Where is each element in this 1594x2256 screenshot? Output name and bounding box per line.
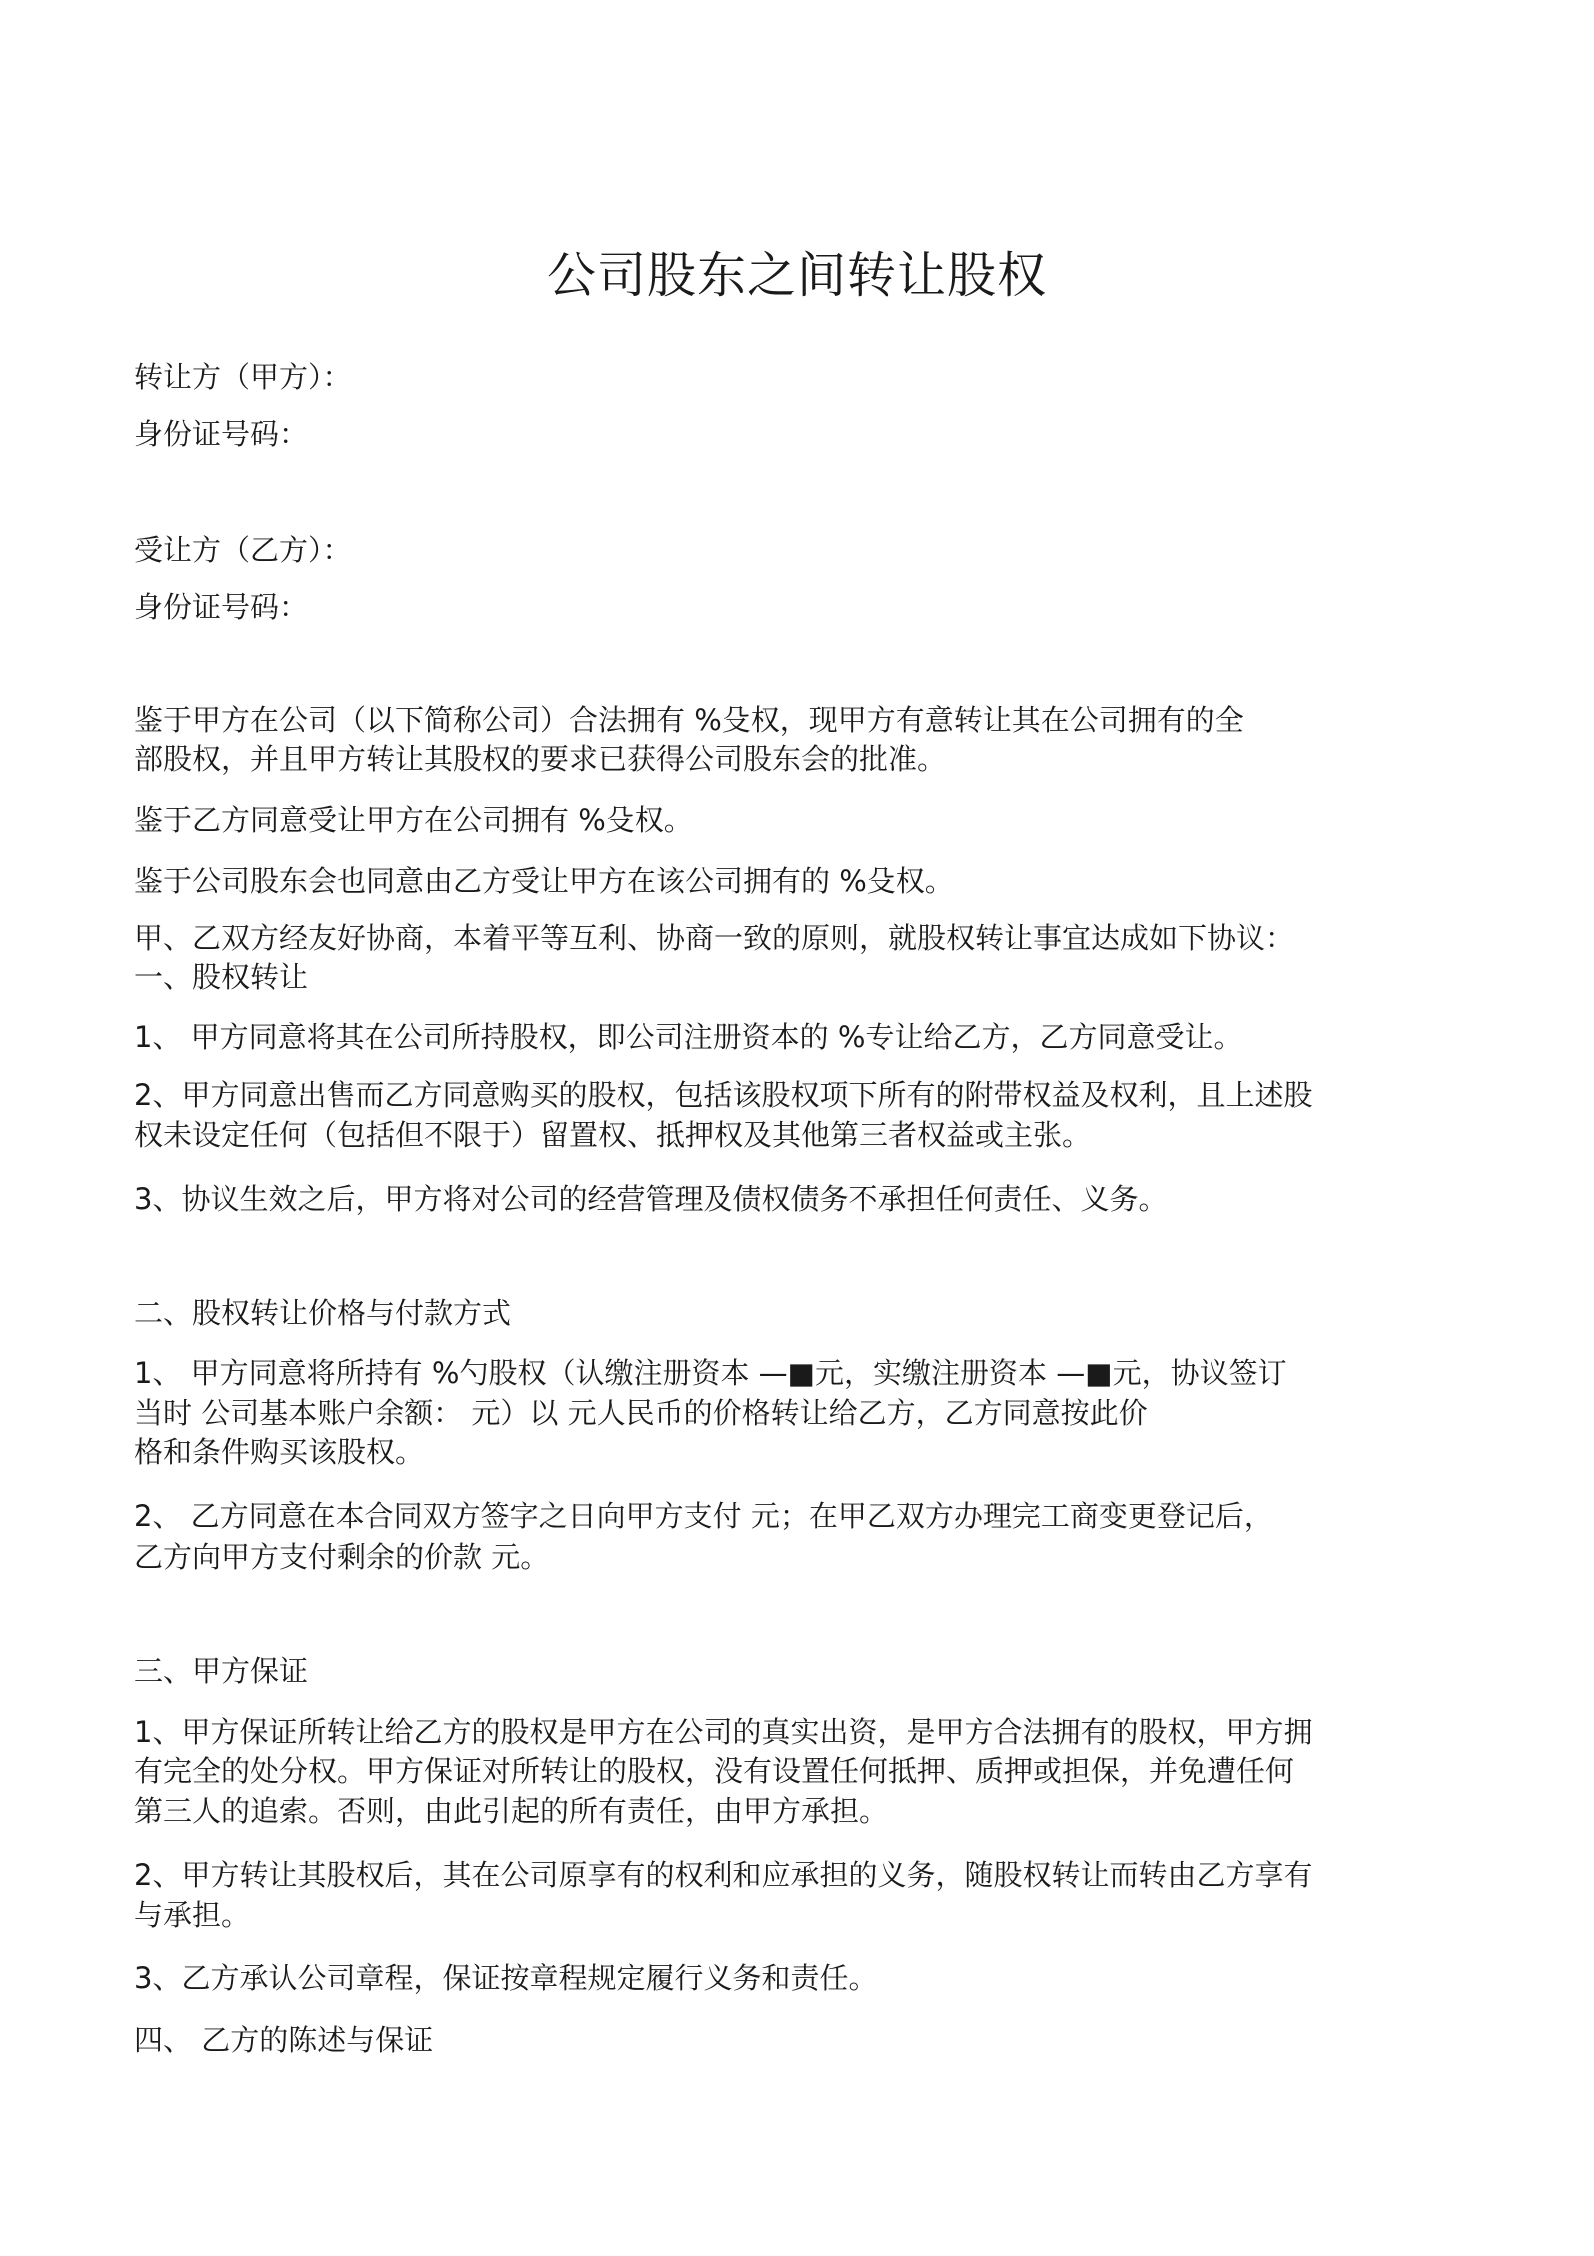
section-1-item-2-line-1: 2、甲方同意出售而乙方同意购买的股权，包括该股权项下所有的附带权益及权利，且上述股 bbox=[134, 1078, 1313, 1112]
recital-1-line-1: 鉴于甲方在公司（以下简称公司）合法拥有 %殳权，现甲方有意转让其在公司拥有的全 bbox=[134, 703, 1244, 737]
section-2-item-1-line-2: 当时 公司基本账户余额： 元）以 元人民币的价格转让给乙方，乙方同意按此价 bbox=[134, 1396, 1148, 1430]
party-b-id-label: 身份证号码： bbox=[134, 590, 309, 624]
party-a-id-label: 身份证号码： bbox=[134, 417, 309, 451]
recital-1-line-2: 部股权，并且甲方转让其股权的要求已获得公司股东会的批准。 bbox=[134, 742, 947, 776]
section-1-item-3: 3、协议生效之后，甲方将对公司的经营管理及债权债务不承担任何责任、义务。 bbox=[134, 1182, 1168, 1216]
section-2-heading: 二、股权转让价格与付款方式 bbox=[134, 1296, 512, 1330]
section-3-item-2-line-2: 与承担。 bbox=[134, 1898, 251, 1932]
section-3-item-1-line-2: 有完全的处分权。甲方保证对所转让的股权，没有设置任何抵押、质押或担保，并免遭任何 bbox=[134, 1754, 1295, 1788]
recital-4: 甲、乙双方经友好协商，本着平等互利、协商一致的原则，就股权转让事宜达成如下协议： bbox=[134, 921, 1295, 955]
section-4-heading: 四、 乙方的陈述与保证 bbox=[134, 2023, 434, 2057]
recital-2: 鉴于乙方同意受让甲方在公司拥有 %殳权。 bbox=[134, 803, 693, 837]
section-3-heading: 三、甲方保证 bbox=[134, 1654, 309, 1688]
section-3-item-1-line-3: 第三人的追索。否则，由此引起的所有责任，由甲方承担。 bbox=[134, 1794, 889, 1828]
section-2-item-1-line-3: 格和条件购买该股权。 bbox=[134, 1435, 425, 1469]
section-2-item-2-line-1: 2、 乙方同意在本合同双方签字之日向甲方支付 元；在甲乙双方办理完工商变更登记后， bbox=[134, 1499, 1273, 1533]
party-b-label: 受让方（乙方）： bbox=[134, 533, 352, 567]
section-1-item-2-line-2: 权未设定任何（包括但不限于）留置权、抵押权及其他第三者权益或主张。 bbox=[134, 1118, 1092, 1152]
section-1-heading: 一、股权转让 bbox=[134, 960, 309, 994]
document-title: 公司股东之间转让股权 bbox=[546, 247, 1047, 304]
section-3-item-1-line-1: 1、甲方保证所转让给乙方的股权是甲方在公司的真实出资，是甲方合法拥有的股权，甲方拥 bbox=[134, 1715, 1313, 1749]
section-1-item-1: 1、 甲方同意将其在公司所持股权，即公司注册资本的 %专让给乙方，乙方同意受让。 bbox=[134, 1020, 1243, 1054]
section-3-item-2-line-1: 2、甲方转让其股权后，其在公司原享有的权利和应承担的义务，随股权转让而转由乙方享有 bbox=[134, 1858, 1313, 1892]
section-3-item-3: 3、乙方承认公司章程，保证按章程规定履行义务和责任。 bbox=[134, 1961, 878, 1995]
party-a-label: 转让方（甲方）： bbox=[134, 360, 352, 394]
section-2-item-1-line-1: 1、 甲方同意将所持有 %勺股权（认缴注册资本 —■元，实缴注册资本 —■元，协议签订 bbox=[134, 1356, 1287, 1390]
section-2-item-2-line-2: 乙方向甲方支付剩余的价款 元。 bbox=[134, 1540, 550, 1574]
recital-3: 鉴于公司股东会也同意由乙方受让甲方在该公司拥有的 %殳权。 bbox=[134, 864, 954, 898]
